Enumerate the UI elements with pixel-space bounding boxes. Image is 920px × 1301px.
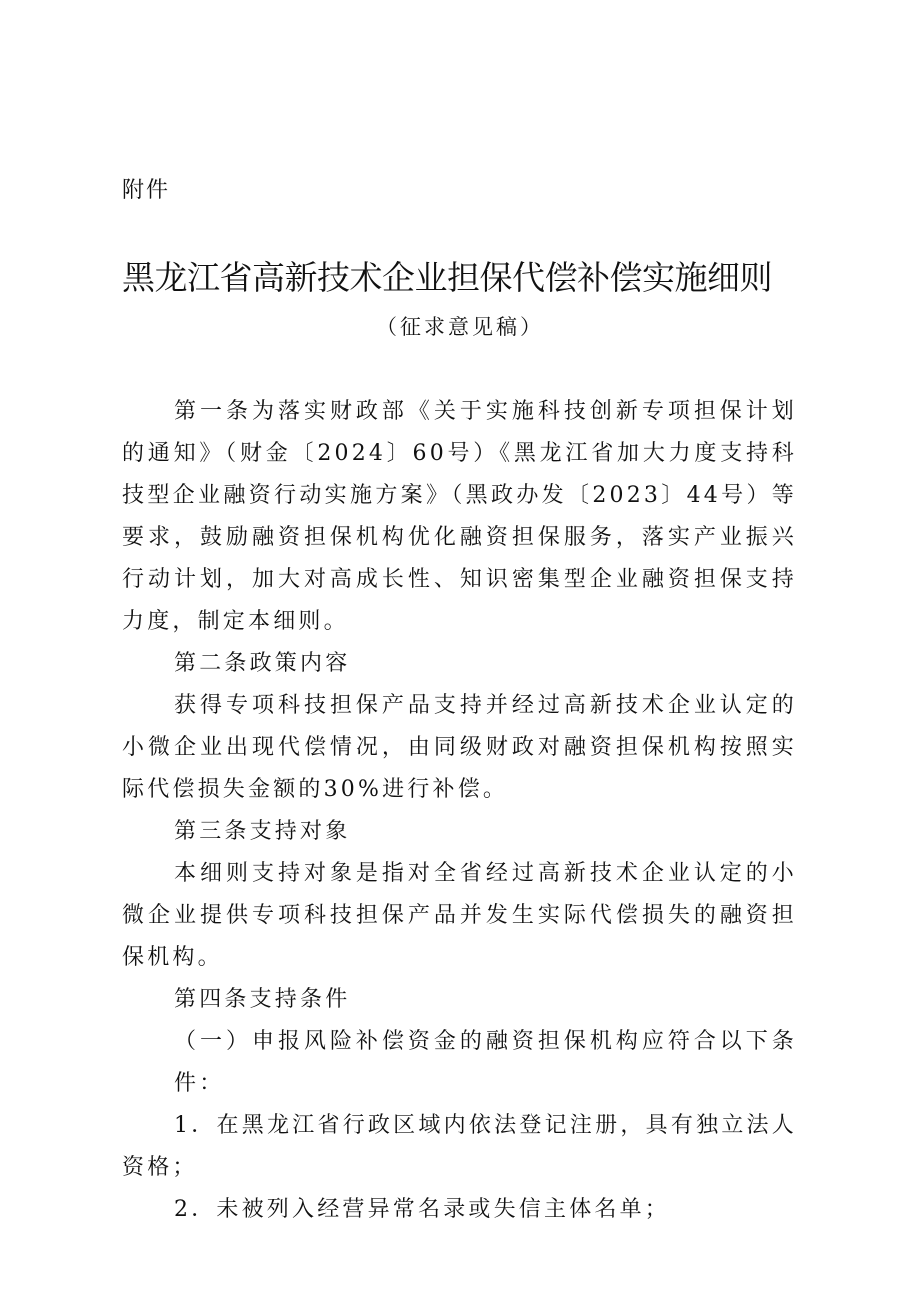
- document-title: 黑龙江省高新技术企业担保代偿补偿实施细则: [122, 258, 772, 297]
- article-4-clause-1: （一）申报风险补偿资金的融资担保机构应符合以下条件：: [174, 1029, 797, 1096]
- attachment-label: 附件: [122, 178, 171, 203]
- article-3-heading: 第三条支持对象: [174, 819, 351, 844]
- article-4-item-2: 2．未被列入经营异常名录或失信主体名单；: [174, 1197, 670, 1222]
- article-1-paragraph: 第一条为落实财政部《关于实施科技创新专项担保计划的通知》（财金〔2024〕60号）《黑龙江省加大力度支持科技型企业融资行动实施方案》（黑政办发〔2023〕44号）等要求，鼓励融资担保机构优化融资担保服务，落实产业振兴行动计划，加大对高成长性、知识密集型企业融资担保支持力度，制定本细则。: [122, 399, 797, 634]
- article-2-heading: 第二条政策内容: [174, 651, 351, 676]
- document-subtitle: （征求意见稿）: [376, 315, 544, 339]
- document-body: [122, 391, 797, 1231]
- article-2-paragraph: 获得专项科技担保产品支持并经过高新技术企业认定的小微企业出现代偿情况，由同级财政对融资担保机构按照实际代偿损失金额的30%进行补偿。: [122, 693, 797, 802]
- article-4-heading: 第四条支持条件: [174, 987, 351, 1012]
- article-4-item-1: 1．在黑龙江省行政区域内依法登记注册，具有独立法人资格；: [122, 1113, 797, 1180]
- article-3-paragraph: 本细则支持对象是指对全省经过高新技术企业认定的小微企业提供专项科技担保产品并发生实际代偿损失的融资担保机构。: [122, 861, 797, 970]
